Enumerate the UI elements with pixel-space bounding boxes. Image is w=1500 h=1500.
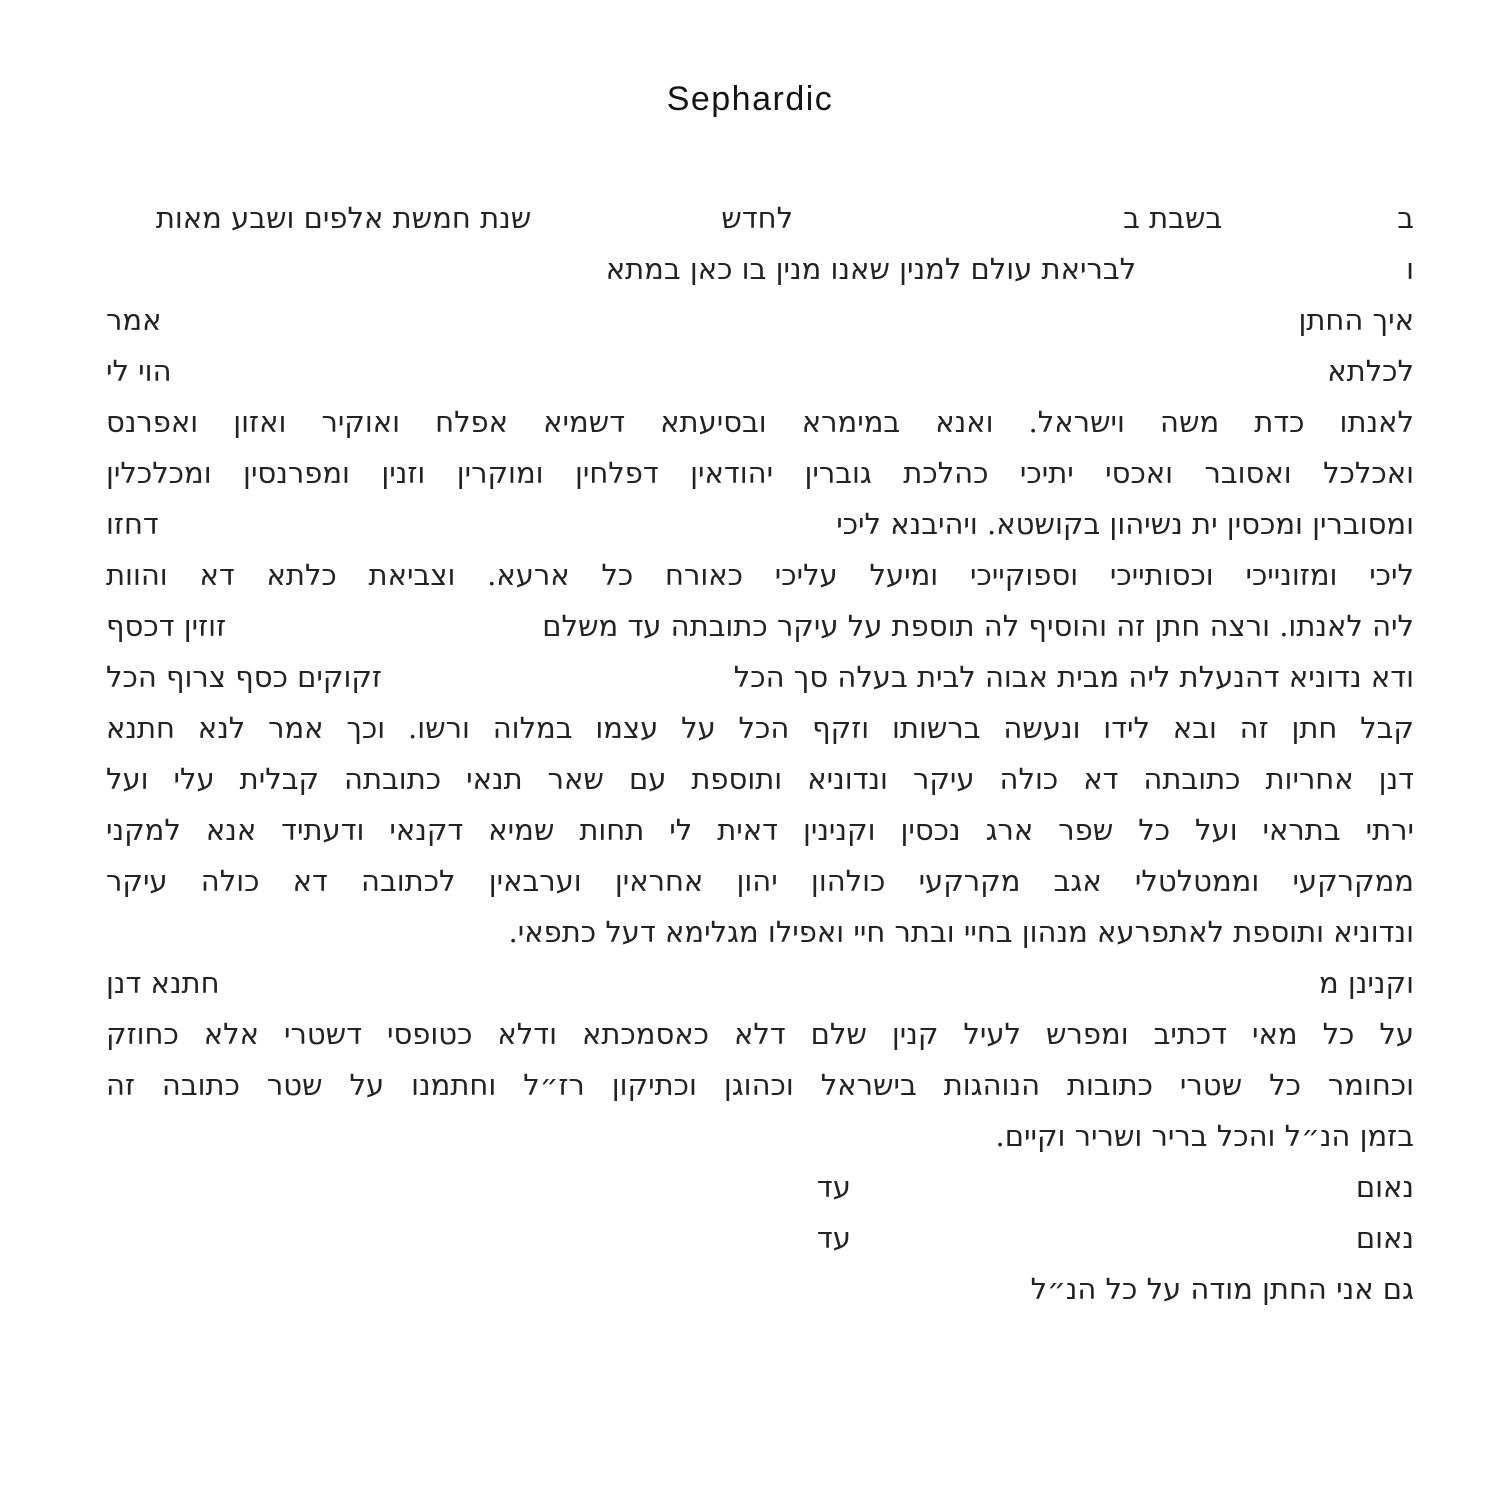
month-label-text: לחדש <box>721 201 794 235</box>
line-witness-1 <box>106 1162 1414 1213</box>
line-guarantee-clause <box>106 856 1414 907</box>
groom-intro-text: איך החתן <box>1298 303 1414 337</box>
bride-intro-text: לכלתא <box>1327 354 1414 388</box>
line-maintenance-clause <box>106 550 1414 601</box>
tosefet-text: ליה לאנתו. ורצה חתן זה והוסיף לה תוספת על עיקר כתובתה עד משלם <box>542 609 1414 643</box>
maintenance-text: ליכי ומזונייכי וכסותייכי וספוקייכי ומיעל עליכי כאורח כל ארעא. וצביאת כלתא דא והוות <box>106 558 1414 592</box>
blank-month-name <box>531 227 721 228</box>
line-property-clause <box>106 805 1414 856</box>
guarantee-text: ממקרקעי וממטלטלי אגב מקרקעי כולהון יהון אחראין וערבאין לכתובה דא כולה עיקר <box>106 864 1414 898</box>
line-acceptance-clause <box>106 703 1414 754</box>
line-sustain-clause <box>106 448 1414 499</box>
kinyan-validity-text: על כל מאי דכתיב ומפרש לעיל קנין שלם דלא כאסמכתא ודלא כטופסי דשטרי אלא כחוזק <box>106 1017 1414 1051</box>
witness-1-label-text: עד <box>816 1170 851 1204</box>
line-custom-clause <box>106 1060 1414 1111</box>
be-my-wife-text: הוי לי <box>106 354 172 388</box>
line-tosefet-amount <box>106 601 1414 652</box>
year-units-prefix-text: ו <box>1406 252 1414 286</box>
witness-1-declaration-text: נאום <box>1355 1170 1414 1204</box>
line-dowry-amount <box>106 652 1414 703</box>
day-prefix-text: ב <box>1397 201 1414 235</box>
sustain-text: ואכלכל ואסובר ואכסי יתיכי כהלכת גוברין יהודאין דפלחין ומוקרין וזנין ומפרנסין ומכלכלין <box>106 456 1414 490</box>
line-bride-intro <box>106 346 1414 397</box>
mohar-text: ומסוברין ומכסין ית נשיהון בקושטא. ויהיבנא ליכי <box>836 507 1414 541</box>
line-responsibility-clause <box>106 754 1414 805</box>
closing-text: בזמן הנ״ל והכל בריר ושריר וקיים. <box>995 1119 1414 1153</box>
line-groom-intro <box>106 295 1414 346</box>
line-kinyan-validity <box>106 1009 1414 1060</box>
line-date <box>106 193 1414 244</box>
page-title: Sephardic <box>666 80 834 118</box>
creation-era-text: לבריאת עולם למנין שאנו מנין בו כאן במתא <box>605 252 1137 286</box>
line-mohar-clause <box>106 499 1414 550</box>
acceptance-text: קבל חתן זה ובא לידו ונעשה ברשותו וזקף הכל על עצמו במלוה ורשו. וכך אמר לנא חתנא <box>106 711 1414 745</box>
sabbath-text: בשבת ב <box>1123 201 1223 235</box>
line-kinyan-groom <box>106 958 1414 1009</box>
groom-acknowledgement-text: גם אני החתן מודה על כל הנ״ל <box>1030 1272 1414 1306</box>
blank-day-of-month <box>793 227 1123 228</box>
blank-witness-1-name <box>851 1196 1356 1197</box>
year-text: שנת חמשת אלפים ושבע מאות <box>155 201 532 235</box>
mohar-tail-text: דחזו <box>106 507 159 541</box>
this-groom-text: חתנא דנן <box>106 966 220 1000</box>
collection-text: ונדוניא ותוספת לאתפרעא מנהון בחיי ובתר חיי ואפילו מגלימא דעל כתפאי. <box>508 915 1414 949</box>
vow-text: לאנתו כדת משה וישראל. ואנא במימרא ובסיעתא דשמיא אפלח ואוקיר ואזון ואפרנס <box>106 405 1414 439</box>
line-vow-moses-israel <box>106 397 1414 448</box>
line-creation-era <box>106 244 1414 295</box>
custom-text: וכחומר כל שטרי כתובות הנוהגות בישראל וכהוגן וכתיקון רז״ל וחתמנו על שטר כתובה זה <box>106 1068 1415 1102</box>
line-closing-clause <box>106 1111 1414 1162</box>
ketubah-text-block <box>106 193 1414 1315</box>
dowry-text: ודא נדוניא דהנעלת ליה מבית אבוה לבית בעלה סך הכל <box>733 660 1414 694</box>
line-groom-acknowledgement <box>106 1264 1414 1315</box>
refined-silver-text: זקוקים כסף צרוף הכל <box>106 660 382 694</box>
blank-day-of-week <box>1222 227 1397 228</box>
witness-2-declaration-text: נאום <box>1355 1221 1414 1255</box>
property-text: ירתי בתראי ועל כל שפר ארג נכסין וקנינין דאית לי תחות שמיא דקנאי ודעתיד אנא למקני <box>106 813 1414 847</box>
groom-said-text: אמר <box>106 303 162 337</box>
responsibility-text: דנן אחריות כתובתה דא כולה עיקר ונדוניא ותוספת עם שאר תנאי כתובתה קבלית עלי ועל <box>106 762 1414 796</box>
kinyan-text: וקנינן מ <box>1318 966 1414 1000</box>
blank-witness-2-name <box>851 1247 1356 1248</box>
silver-zuzim-text: זוזין דכסף <box>106 609 227 643</box>
witness-2-label-text: עד <box>816 1221 851 1255</box>
blank-year-units <box>1136 278 1406 279</box>
line-collection-clause <box>106 907 1414 958</box>
line-witness-2 <box>106 1213 1414 1264</box>
